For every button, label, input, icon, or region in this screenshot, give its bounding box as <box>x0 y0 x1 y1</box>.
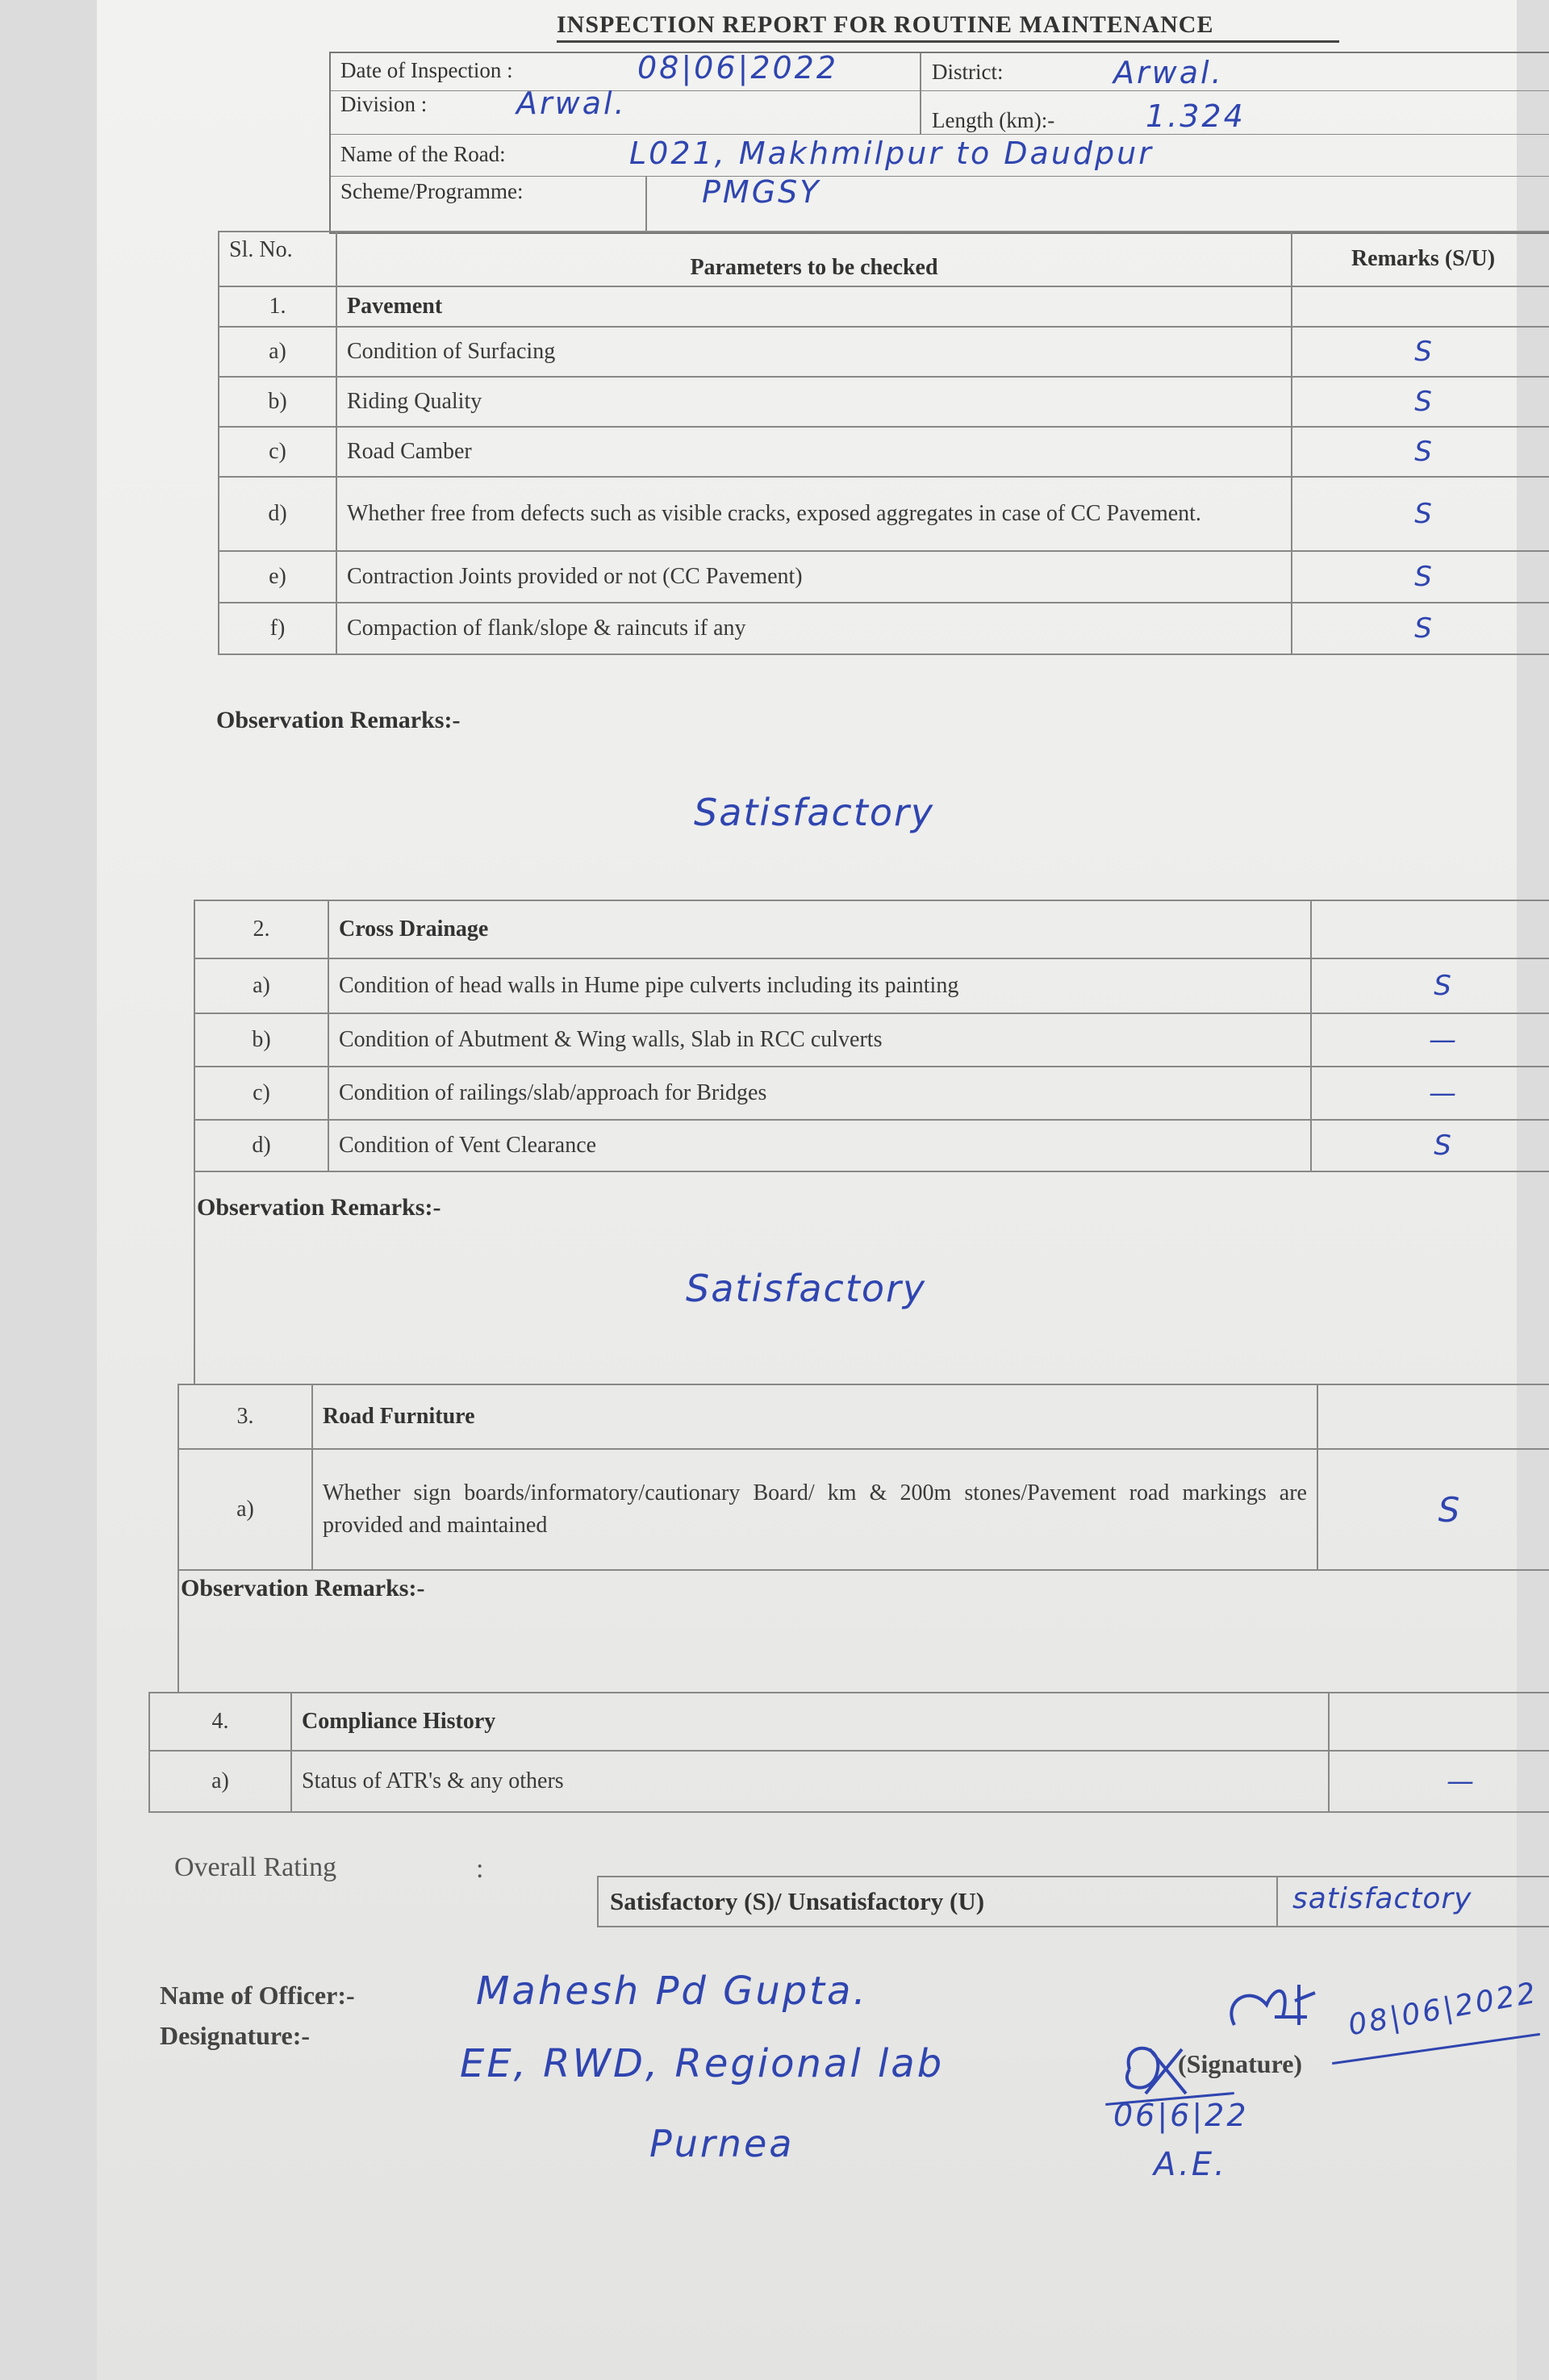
length-value: 1.324 <box>1146 98 1246 134</box>
row-sl: e) <box>219 551 336 603</box>
section-header-row <box>149 1693 1549 1751</box>
designation-line2: Purnea <box>649 2122 795 2165</box>
row-remark: S <box>1311 958 1549 1013</box>
row-remark: — <box>1311 1013 1549 1067</box>
section-number: 1. <box>219 286 336 327</box>
table-row <box>194 1120 1549 1171</box>
cross-drainage-table <box>194 900 1549 1172</box>
compliance-table <box>148 1692 1549 1813</box>
overall-rating-box <box>597 1876 1549 1927</box>
table-row <box>194 1013 1549 1067</box>
row-sl: a) <box>178 1449 312 1570</box>
signature-label: (Signature) <box>1178 2049 1303 2078</box>
scheme-row <box>331 176 1549 231</box>
pavement-table <box>218 231 1549 655</box>
scheme-value: PMGSY <box>702 174 821 210</box>
report-title: INSPECTION REPORT FOR ROUTINE MAINTENANCE <box>557 11 1339 43</box>
signature-date: 08|06|2022 <box>1346 1976 1541 2043</box>
road-label: Name of the Road: <box>340 142 506 166</box>
row-sl: a) <box>149 1751 291 1812</box>
row-parameter: Condition of railings/slab/approach for Bridges <box>328 1067 1311 1120</box>
road-row <box>331 134 1549 177</box>
row-sl: f) <box>219 603 336 654</box>
date-row <box>331 50 1549 91</box>
row-remark: S <box>1292 377 1549 427</box>
section-title: Road Furniture <box>312 1384 1317 1449</box>
date-value: 08|06|2022 <box>637 50 839 86</box>
overall-rating-value: satisfactory <box>1292 1882 1472 1915</box>
length-label: Length (km):- <box>932 108 1055 132</box>
section-number: 3. <box>178 1384 312 1449</box>
row-remark: S <box>1292 551 1549 603</box>
row-sl: d) <box>219 477 336 551</box>
row-parameter: Condition of Abutment & Wing walls, Slab in RCC culverts <box>328 1013 1311 1067</box>
observation-remarks-label: Observation Remarks:- <box>216 707 461 733</box>
section-title: Compliance History <box>291 1693 1329 1751</box>
initials-role: A.E. <box>1154 2146 1227 2183</box>
row-sl: a) <box>219 327 336 377</box>
district-value: Arwal. <box>1113 55 1224 90</box>
table-row <box>219 377 1549 427</box>
row-parameter: Riding Quality <box>336 377 1292 427</box>
column-header-row <box>219 232 1549 286</box>
row-sl: b) <box>194 1013 328 1067</box>
row-remark: S <box>1292 477 1549 551</box>
officer-name-label: Name of Officer:- <box>160 1981 355 2010</box>
section-header-row <box>178 1384 1549 1449</box>
road-furniture-table <box>177 1384 1549 1571</box>
row-sl: b) <box>219 377 336 427</box>
overall-rating-label: Overall Rating <box>174 1852 337 1882</box>
row-parameter: Road Camber <box>336 427 1292 477</box>
row-parameter: Condition of Surfacing <box>336 327 1292 377</box>
observation-remarks-label: Observation Remarks:- <box>181 1575 425 1601</box>
designation-label: Designature:- <box>160 2021 311 2050</box>
table-row <box>194 1067 1549 1120</box>
section-number: 2. <box>194 900 328 958</box>
row-parameter: Compaction of flank/slope & raincuts if any <box>336 603 1292 654</box>
table-row <box>219 603 1549 654</box>
row-remark: S <box>1317 1449 1549 1570</box>
header-box <box>329 52 1549 234</box>
row-parameter: Whether sign boards/informatory/cautionary Board/ km & 200m stones/Pavement road markings are provided and maintained <box>312 1449 1317 1570</box>
division-value: Arwal. <box>516 86 627 121</box>
row-remark: S <box>1292 327 1549 377</box>
observation-remarks-label: Observation Remarks:- <box>197 1194 441 1221</box>
designation-line1: EE, RWD, Regional lab <box>460 2041 945 2086</box>
row-remark: S <box>1292 427 1549 477</box>
table-row <box>219 477 1549 551</box>
table-row <box>219 327 1549 377</box>
remarks-header: Remarks (S/U) <box>1292 232 1549 286</box>
row-sl: c) <box>194 1067 328 1120</box>
row-remark: — <box>1311 1067 1549 1120</box>
section-title: Pavement <box>336 286 1292 327</box>
row-parameter: Condition of Vent Clearance <box>328 1120 1311 1171</box>
row-sl: d) <box>194 1120 328 1171</box>
date-label: Date of Inspection : <box>340 58 513 82</box>
row-sl: c) <box>219 427 336 477</box>
officer-name-value: Mahesh Pd Gupta. <box>476 1969 868 2014</box>
section-title: Cross Drainage <box>328 900 1311 958</box>
params-header: Parameters to be checked <box>336 232 1292 286</box>
row-parameter: Contraction Joints provided or not (CC Pavement) <box>336 551 1292 603</box>
table-row <box>194 958 1549 1013</box>
district-label: District: <box>932 60 1004 84</box>
table-row <box>149 1751 1549 1812</box>
observation-remarks-value: Satisfactory <box>694 791 935 834</box>
row-parameter: Status of ATR's & any others <box>291 1751 1329 1812</box>
report-page <box>97 0 1541 2380</box>
table-row <box>219 551 1549 603</box>
row-remark: S <box>1292 603 1549 654</box>
table-row <box>219 427 1549 477</box>
row-remark: — <box>1329 1751 1549 1812</box>
row-sl: a) <box>194 958 328 1013</box>
sl-no-header: Sl. No. <box>219 232 336 286</box>
initials-date: 06|6|22 <box>1113 2098 1249 2133</box>
row-parameter: Whether free from defects such as visible cracks, exposed aggregates in case of CC Pavement. <box>336 477 1292 551</box>
table-row <box>178 1449 1549 1570</box>
division-row <box>331 86 1549 135</box>
section-header-row <box>194 900 1549 958</box>
row-parameter: Condition of head walls in Hume pipe culverts including its painting <box>328 958 1311 1013</box>
row-remark: S <box>1311 1120 1549 1171</box>
overall-rating-options: Satisfactory (S)/ Unsatisfactory (U) <box>610 1887 985 1915</box>
scheme-label: Scheme/Programme: <box>340 179 524 203</box>
section-header-row <box>219 286 1549 327</box>
road-value: L021, Makhmilpur to Daudpur <box>629 136 1154 171</box>
observation-remarks-value: Satisfactory <box>686 1267 927 1310</box>
division-label: Division : <box>340 92 428 116</box>
overall-rating-colon: : <box>476 1854 484 1884</box>
section-number: 4. <box>149 1693 291 1751</box>
